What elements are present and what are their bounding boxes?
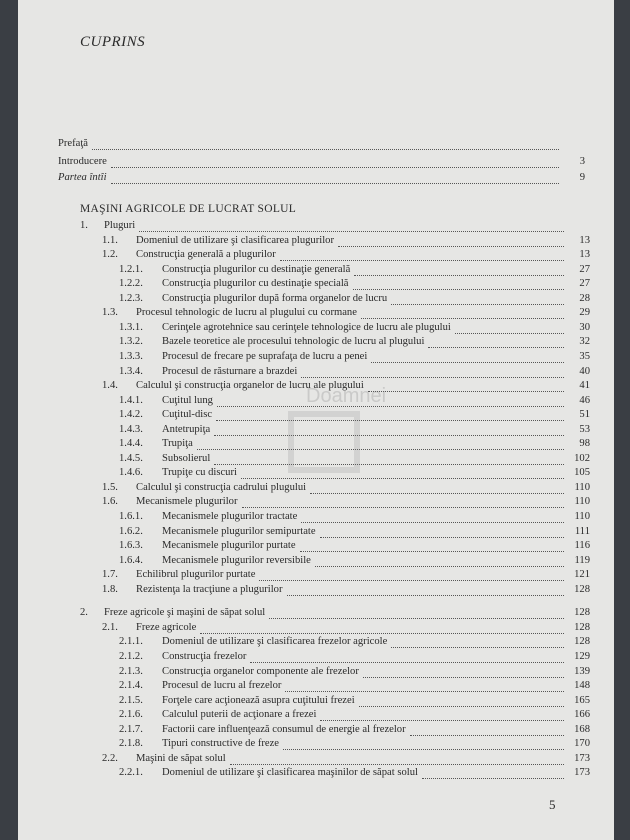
- entry-number: 1.5.: [102, 481, 118, 493]
- entry-title: Calculul şi construcţia cadrului plugului: [136, 481, 307, 493]
- entry-title: Freze agricole şi maşini de săpat solul: [104, 607, 266, 619]
- entry-number: 1.6.3.: [119, 540, 143, 552]
- watermark: [288, 385, 418, 475]
- entry-number: 2.1.6.: [119, 709, 143, 721]
- leader-dots: [287, 586, 565, 596]
- toc-entry: [102, 306, 590, 319]
- leader-dots: [410, 726, 564, 736]
- toc-entry: [119, 277, 590, 290]
- entry-number: 2.2.: [102, 752, 118, 764]
- entry-page: 41: [579, 380, 590, 392]
- watermark-text: Doamnei: [306, 385, 387, 407]
- entry-title: Prefaţă: [58, 138, 88, 149]
- leader-dots: [283, 740, 564, 750]
- entry-number: 1.3.: [102, 307, 118, 319]
- entry-page: 148: [574, 680, 590, 692]
- entry-page: 110: [574, 481, 590, 493]
- leader-dots: [242, 498, 565, 508]
- entry-number: 1.4.6.: [119, 467, 143, 479]
- entry-number: 2.1.2.: [119, 650, 143, 662]
- toc-entry: [102, 248, 590, 261]
- section-heading: MAŞINI AGRICOLE DE LUCRAT SOLUL: [80, 203, 297, 215]
- entry-number: 1.4.: [102, 380, 118, 392]
- entry-title: Pluguri: [104, 220, 136, 231]
- toc-entry: [102, 621, 590, 634]
- toc-entry: [119, 510, 590, 523]
- leader-dots: [354, 266, 564, 276]
- entry-page: 9: [579, 172, 585, 183]
- toc-entry: [119, 708, 590, 721]
- front-matter-item: [58, 155, 585, 168]
- entry-title: Mecanismele plugurilor semipurtate: [162, 525, 316, 537]
- entry-title: Cerinţele agrotehnice sau cerinţele tehnologice de lucru ale plugului: [162, 321, 451, 333]
- leader-dots: [428, 338, 564, 348]
- toc-entry: [119, 335, 590, 348]
- entry-page: 173: [574, 767, 590, 779]
- entry-title: Procesul de lucru al frezelor: [162, 680, 282, 692]
- toc-entry: [119, 723, 590, 736]
- entry-page: 128: [574, 583, 590, 595]
- leader-dots: [320, 711, 564, 721]
- entry-number: 1.4.4.: [119, 438, 143, 450]
- entry-number: 1.6.2.: [119, 525, 143, 537]
- entry-page: 28: [579, 292, 590, 304]
- leader-dots: [301, 513, 564, 523]
- toc-entry: [119, 665, 590, 678]
- entry-number: 1.4.5.: [119, 452, 143, 464]
- entry-number: 2.1.3.: [119, 665, 143, 677]
- watermark-logo-icon: [288, 411, 360, 473]
- entry-title: Cuţitul-disc: [162, 409, 213, 421]
- entry-number: 2.1.8.: [119, 738, 143, 750]
- toc-entry: [119, 694, 590, 707]
- leader-dots: [269, 609, 564, 619]
- entry-title: Procesul de frecare pe suprafaţa de lucru a penei: [162, 350, 368, 362]
- entry-number: 1.3.1.: [119, 321, 143, 333]
- toc-entry: [119, 554, 590, 567]
- entry-title: Construcţia organelor componente ale frezelor: [162, 665, 359, 677]
- leader-dots: [315, 557, 564, 567]
- leader-dots: [259, 571, 564, 581]
- leader-dots: [139, 222, 564, 232]
- entry-page: 116: [574, 540, 590, 552]
- entry-page: 46: [579, 394, 590, 406]
- entry-page: 110: [574, 496, 590, 508]
- leader-dots: [92, 140, 559, 150]
- entry-number: 1.1.: [102, 234, 118, 246]
- page-number: 5: [549, 797, 556, 812]
- entry-page: 128: [574, 607, 590, 619]
- front-matter-item: [58, 137, 585, 150]
- entry-title: Forţele care acţionează asupra cuţitului frezei: [162, 694, 355, 706]
- book-page: [18, 0, 614, 840]
- entry-number: 1.3.4.: [119, 365, 143, 377]
- entry-number: 2.1.4.: [119, 680, 143, 692]
- toc-entry: [102, 234, 590, 247]
- entry-page: 102: [574, 452, 590, 464]
- entry-title: Mecanismele plugurilor tractate: [162, 511, 298, 522]
- leader-dots: [363, 668, 564, 678]
- entry-title: Introducere: [58, 156, 107, 167]
- entry-title: Subsolierul: [162, 452, 211, 464]
- entry-title: Calculul puterii de acţionare a frezei: [162, 709, 317, 721]
- entry-page: 98: [579, 438, 590, 450]
- entry-page: 29: [579, 307, 590, 319]
- entry-page: 173: [574, 752, 590, 764]
- entry-title: Procesul de răsturnare a brazdei: [162, 365, 298, 377]
- entry-title: Echilibrul plugurilor purtate: [136, 569, 256, 581]
- toc-entry: [119, 539, 590, 552]
- leader-dots: [361, 309, 564, 319]
- entry-page: 121: [574, 569, 590, 581]
- leader-dots: [111, 158, 559, 168]
- toc-entry: [80, 606, 590, 619]
- entry-title: Rezistenţa la tracţiune a plugurilor: [136, 583, 283, 595]
- entry-title: Bazele teoretice ale procesului tehnologic de lucru al plugului: [162, 336, 425, 348]
- leader-dots: [371, 353, 564, 363]
- leader-dots: [359, 697, 564, 707]
- toc-entry: [119, 650, 590, 663]
- entry-number: 1.2.2.: [119, 278, 143, 290]
- entry-title: Trupiţa: [162, 438, 193, 450]
- entry-page: 119: [574, 554, 590, 566]
- toc-entry: [119, 737, 590, 750]
- entry-number: 1.8.: [102, 583, 118, 595]
- entry-title: Mecanismele plugurilor: [136, 496, 238, 508]
- entry-title: Mecanismele plugurilor reversibile: [162, 554, 311, 566]
- entry-title: Freze agricole: [136, 621, 197, 633]
- leader-dots: [230, 755, 564, 765]
- entry-page: 129: [574, 650, 590, 662]
- entry-page: 170: [574, 738, 590, 750]
- entry-number: 1.: [80, 220, 88, 231]
- entry-number: 1.7.: [102, 569, 118, 581]
- entry-title: Tipuri constructive de freze: [162, 738, 279, 750]
- toc-entry: [119, 263, 590, 276]
- entry-title: Mecanismele plugurilor purtate: [162, 540, 296, 552]
- entry-number: 2.2.1.: [119, 767, 143, 779]
- toc-entry: [102, 495, 590, 508]
- entry-title: Construcţia generală a plugurilor: [136, 249, 276, 261]
- entry-number: 1.2.1.: [119, 263, 143, 275]
- entry-page: 111: [574, 525, 590, 537]
- entry-page: 30: [579, 321, 590, 333]
- entry-page: 105: [574, 467, 590, 479]
- leader-dots: [111, 174, 559, 184]
- toc-entry: [119, 365, 590, 378]
- toc-entry: [102, 481, 590, 494]
- entry-number: 1.3.3.: [119, 350, 143, 362]
- toc-entry: [119, 635, 590, 648]
- entry-title: Domeniul de utilizare şi clasificarea plugurilor: [136, 234, 334, 246]
- entry-number: 1.6.1.: [119, 511, 143, 522]
- toc-entry: [119, 321, 590, 334]
- entry-number: 1.6.: [102, 496, 118, 508]
- entry-page: 13: [579, 249, 590, 261]
- leader-dots: [285, 682, 564, 692]
- toc-entry: [119, 292, 590, 305]
- toc-entry: [119, 679, 590, 692]
- toc-entry: [119, 350, 590, 363]
- leader-dots: [391, 295, 564, 305]
- entry-page: 53: [579, 423, 590, 435]
- entry-number: 2.1.: [102, 621, 118, 633]
- entry-page: 166: [574, 709, 590, 721]
- front-matter-item: [58, 171, 585, 184]
- page-title: CUPRINS: [80, 34, 146, 50]
- entry-title: Domeniul de utilizare şi clasificarea maşinilor de săpat solul: [162, 767, 418, 779]
- toc-entry: [102, 568, 590, 581]
- leader-dots: [200, 624, 564, 634]
- entry-title: Trupiţe cu discuri: [162, 467, 237, 479]
- entry-page: 27: [579, 278, 590, 290]
- toc-entry: [119, 766, 590, 779]
- toc-entry: [102, 583, 590, 596]
- entry-title: Factorii care influenţează consumul de energie al frezelor: [162, 723, 406, 735]
- entry-number: 1.2.3.: [119, 292, 143, 304]
- toc-entry: [102, 752, 590, 765]
- entry-page: 35: [579, 350, 590, 362]
- entry-title: Procesul tehnologic de lucru al plugului cu cormane: [136, 307, 357, 319]
- entry-title: Cuţitul lung: [162, 394, 213, 406]
- leader-dots: [391, 638, 564, 648]
- entry-page: 165: [574, 694, 590, 706]
- entry-page: 3: [579, 156, 585, 167]
- entry-page: 128: [574, 636, 590, 648]
- leader-dots: [300, 542, 564, 552]
- entry-page: 40: [579, 365, 590, 377]
- entry-page: 128: [574, 621, 590, 633]
- entry-title: Construcţia plugurilor cu destinaţie generală: [162, 263, 351, 275]
- leader-dots: [455, 324, 564, 334]
- leader-dots: [338, 237, 564, 247]
- entry-number: 2.1.5.: [119, 694, 143, 706]
- entry-page: 32: [579, 336, 590, 348]
- entry-number: 2.: [80, 607, 88, 619]
- entry-number: 2.1.1.: [119, 636, 143, 648]
- leader-dots: [320, 528, 564, 538]
- entry-number: 1.4.2.: [119, 409, 143, 421]
- entry-page: 27: [579, 263, 590, 275]
- entry-title: Construcţia plugurilor după forma organelor de lucru: [162, 292, 388, 304]
- entry-title: Construcţia plugurilor cu destinaţie specială: [162, 278, 349, 290]
- entry-page: 168: [574, 723, 590, 735]
- entry-number: 1.4.3.: [119, 423, 143, 435]
- entry-page: 139: [574, 665, 590, 677]
- entry-number: 1.6.4.: [119, 554, 143, 566]
- leader-dots: [250, 653, 564, 663]
- leader-dots: [301, 368, 564, 378]
- entry-page: 13: [579, 234, 590, 246]
- entry-number: 1.2.: [102, 249, 118, 261]
- toc-entry: [119, 525, 590, 538]
- entry-page: 110: [574, 511, 590, 522]
- entry-title: Domeniul de utilizare şi clasificarea frezelor agricole: [162, 636, 388, 648]
- entry-page: 51: [579, 409, 590, 421]
- leader-dots: [353, 280, 564, 290]
- entry-number: 1.4.1.: [119, 394, 143, 406]
- entry-number: 2.1.7.: [119, 723, 143, 735]
- entry-title: Partea întîi: [58, 172, 107, 183]
- leader-dots: [310, 484, 564, 494]
- toc-entry: [80, 219, 590, 232]
- leader-dots: [280, 251, 564, 261]
- leader-dots: [422, 769, 564, 779]
- entry-title: Construcţia frezelor: [162, 650, 247, 662]
- entry-title: Calculul şi construcţia organelor de lucru ale plugului: [136, 380, 364, 392]
- entry-number: 1.3.2.: [119, 336, 143, 348]
- entry-title: Maşini de săpat solul: [136, 752, 226, 764]
- entry-title: Antetrupiţa: [162, 423, 211, 435]
